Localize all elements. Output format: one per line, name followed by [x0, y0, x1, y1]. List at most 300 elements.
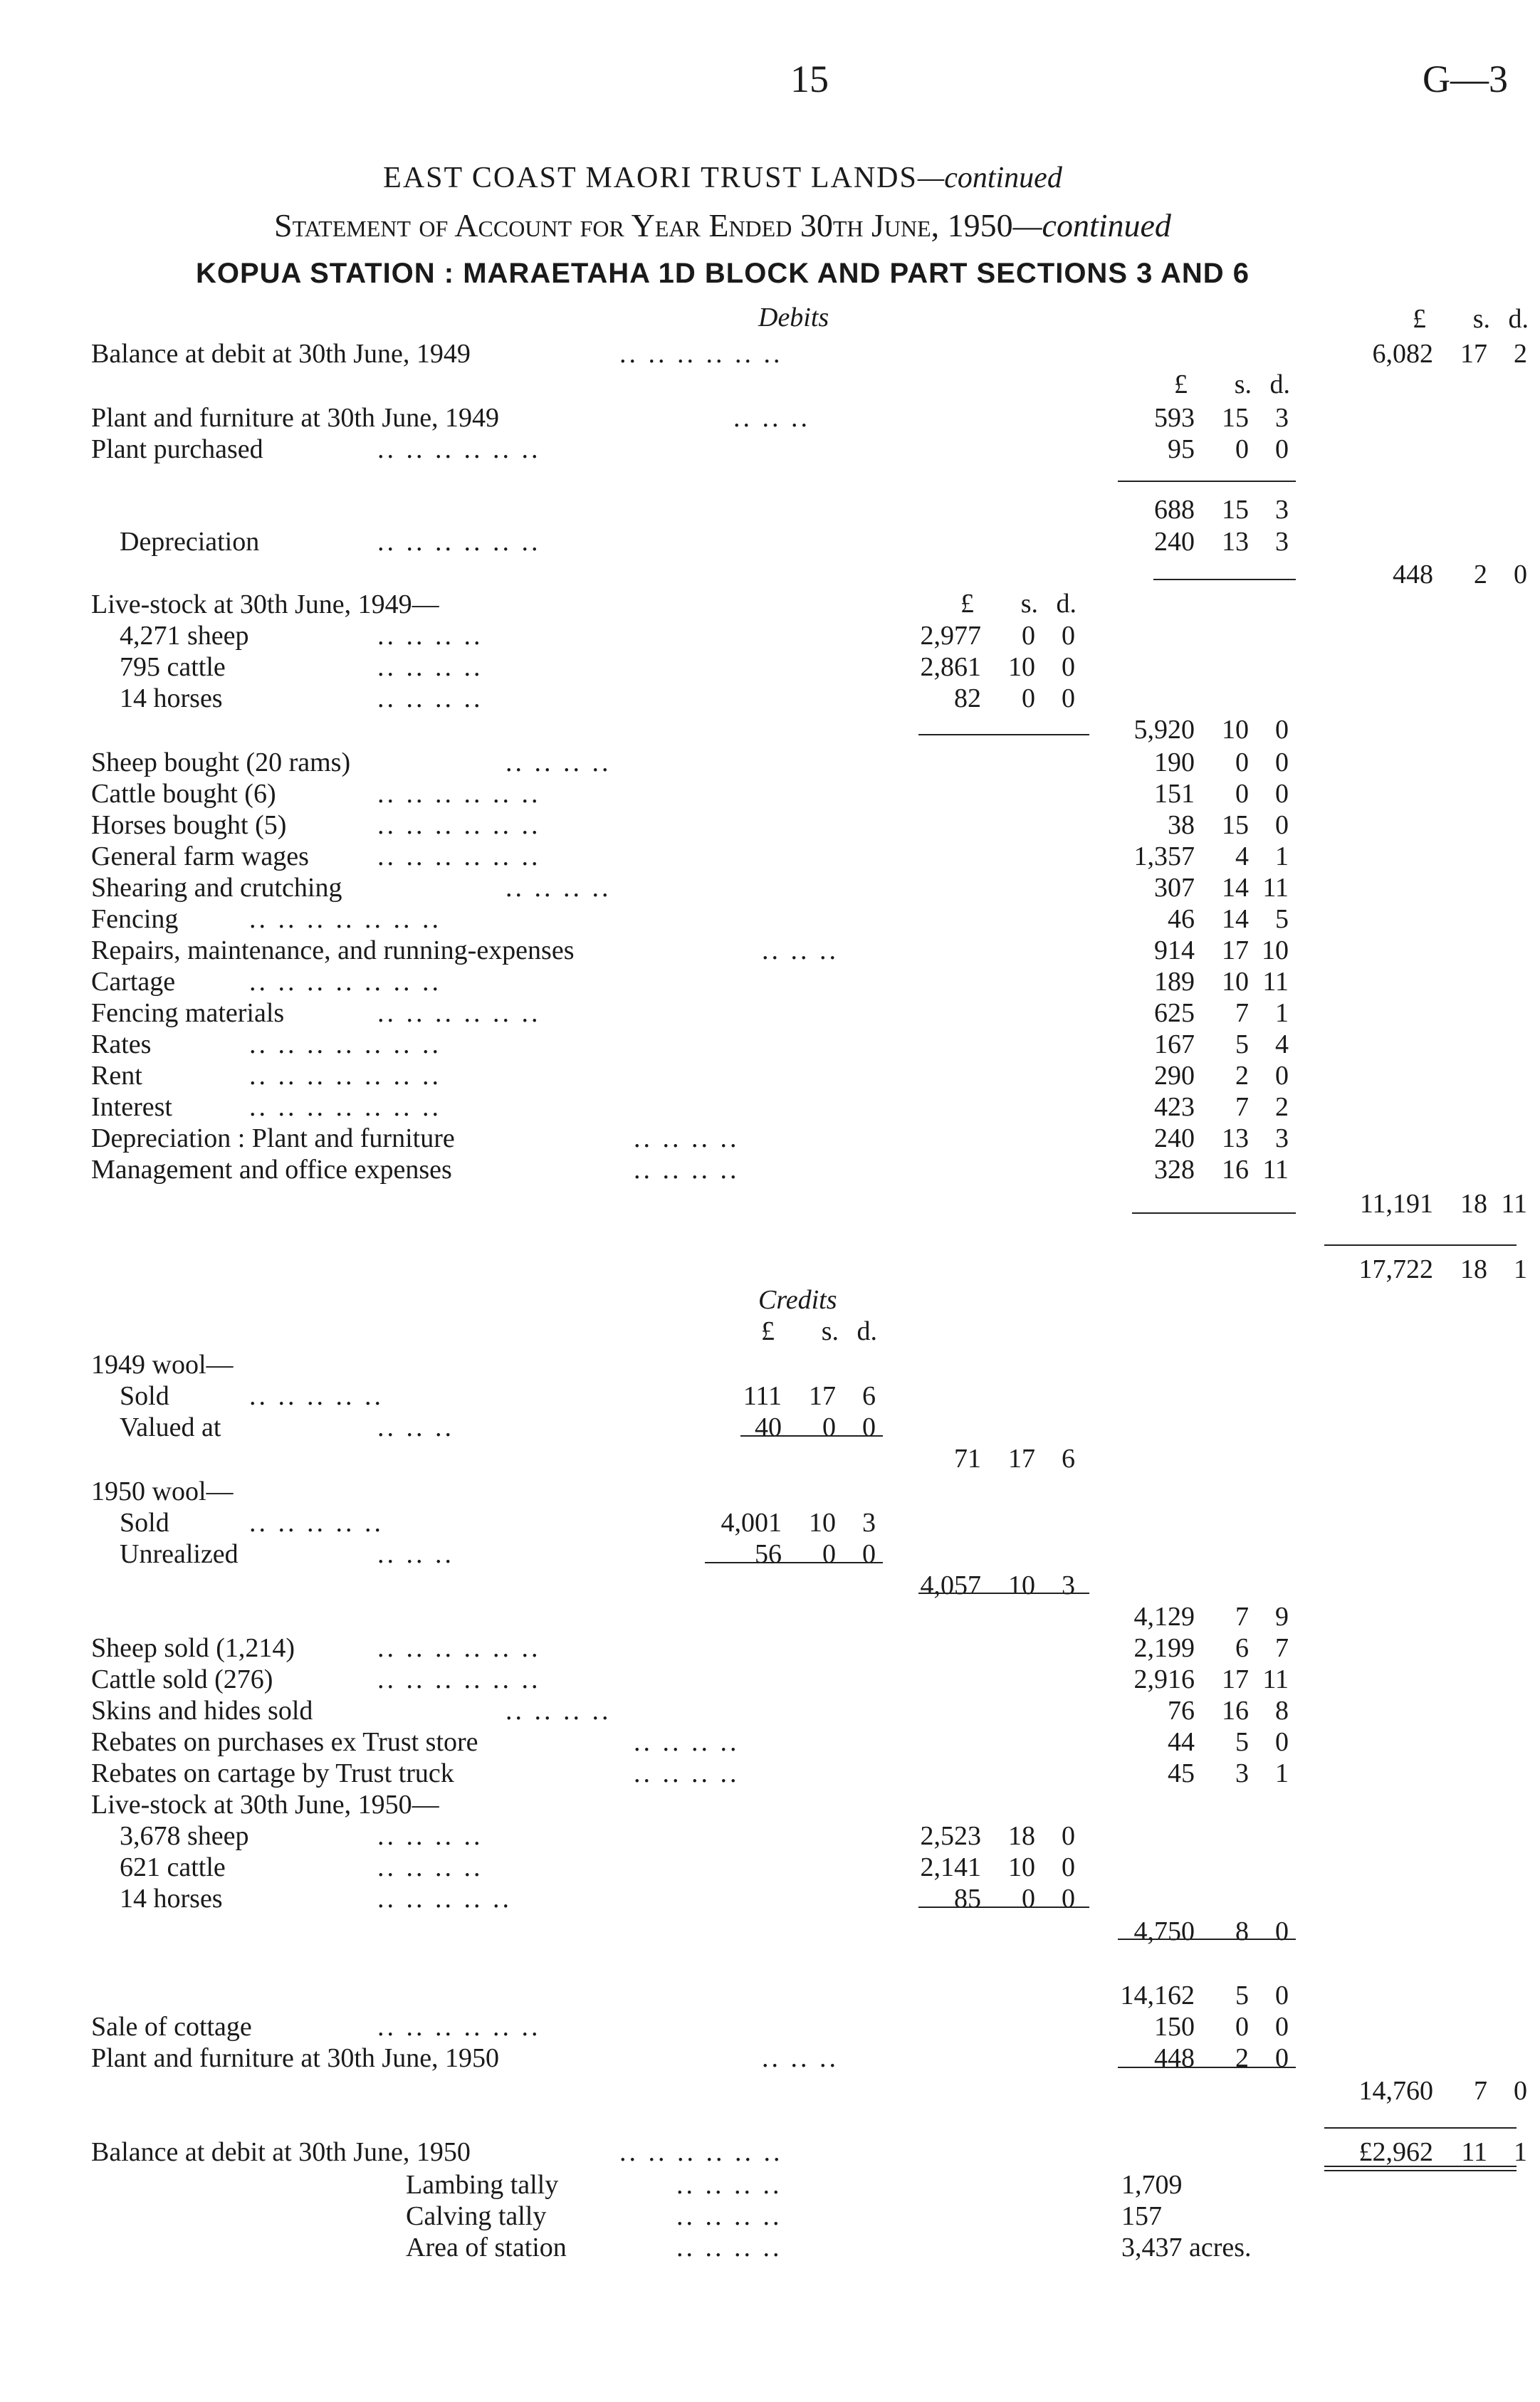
amount	[1118, 1726, 1294, 1758]
debit-row	[0, 840, 1540, 873]
leader-dots: .. .. .. ..	[676, 2170, 782, 2200]
debit-row	[0, 1059, 1540, 1092]
leader-dots: .. .. .. ..	[377, 621, 483, 651]
amount-shillings: 0	[1235, 2012, 1249, 2042]
amount-pence: 0	[1062, 1852, 1075, 1882]
credits-heading: Credits	[758, 1285, 837, 1315]
row-label: Plant and furniture at 30th June, 1950	[91, 2043, 500, 2073]
amount	[904, 682, 1081, 715]
amount-pence: 0	[1062, 683, 1075, 713]
amount-pence: 8	[1275, 1696, 1289, 1726]
row-label: Fencing materials	[91, 998, 285, 1028]
total-rule	[1153, 579, 1296, 580]
amount-pounds: 2,141	[920, 1852, 981, 1882]
amount-shillings: 13	[1222, 527, 1249, 557]
row-label: Cattle sold (276)	[91, 1664, 273, 1694]
credit-row	[0, 1726, 1540, 1758]
amount	[1118, 1091, 1294, 1123]
row-label: Unrealized	[120, 1539, 239, 1569]
leader-dots: .. .. .. .. .. ..	[377, 779, 541, 809]
statement-title-suffix: —continued	[1012, 207, 1171, 243]
total-rule	[1132, 1212, 1296, 1214]
amount	[904, 1851, 1081, 1884]
column-header	[1356, 303, 1533, 336]
amount-pounds: 448	[1154, 2043, 1195, 2073]
row-label: Rebates on cartage by Trust truck	[91, 1758, 454, 1788]
debit-row	[0, 1253, 1540, 1286]
document-title	[0, 161, 1445, 195]
debit-row	[0, 965, 1540, 998]
amount-pounds: 151	[1154, 779, 1195, 809]
amount	[1118, 1153, 1294, 1186]
leader-dots: .. .. .. .. .. ..	[377, 434, 541, 464]
credit-row	[0, 1632, 1540, 1664]
amount-pence: 0	[1275, 2012, 1289, 2042]
row-label: Plant purchased	[91, 434, 263, 464]
credit-row	[0, 2136, 1540, 2168]
debit-row	[0, 1122, 1540, 1155]
amount-shillings: 0	[822, 1412, 836, 1442]
column-header-pounds: £	[1174, 369, 1188, 399]
amount-shillings: 14	[1222, 904, 1249, 934]
amount	[1118, 809, 1294, 841]
amount-pence: 3	[862, 1508, 876, 1538]
amount-shillings: 0	[1235, 434, 1249, 464]
amount-shillings: 10	[1222, 967, 1249, 997]
credit-row	[0, 1663, 1540, 1696]
amount	[1118, 777, 1294, 810]
amount-shillings: 0	[1022, 683, 1035, 713]
leader-dots: .. .. .. ..	[634, 1155, 740, 1185]
tally-row	[0, 2231, 1540, 2264]
credit-row	[0, 1348, 1540, 1381]
debit-row	[0, 871, 1540, 904]
row-label: Sold	[120, 1381, 169, 1411]
amount-pounds: 4,057	[920, 1570, 981, 1600]
leader-dots: .. .. .. ..	[676, 2201, 782, 2231]
amount-pounds: 6,082	[1372, 339, 1433, 369]
amount-shillings: 0	[1235, 748, 1249, 777]
tally-row	[0, 2168, 1540, 2201]
amount-pence: 11	[1262, 967, 1289, 997]
amount-shillings: 3	[1235, 1758, 1249, 1788]
amount-shillings: 5	[1235, 1981, 1249, 2010]
credit-row	[0, 1600, 1540, 1633]
leader-dots: .. .. .. .. .. .. ..	[249, 1061, 441, 1091]
page-reference: G—3	[1423, 58, 1508, 100]
credit-row	[0, 2042, 1540, 2075]
amount-pounds: 914	[1154, 935, 1195, 965]
amount-pounds: 2,977	[920, 621, 981, 651]
amount-pence: 0	[1514, 2076, 1527, 2106]
total-rule	[1324, 2127, 1517, 2129]
debit-row	[0, 558, 1540, 591]
debit-row	[0, 588, 1540, 621]
amount-pence: 0	[862, 1412, 876, 1442]
leader-dots: .. .. .. .. ..	[249, 1508, 384, 1538]
station-title: KOPUA STATION : MARAETAHA 1D BLOCK AND PART SECTIONS 3 AND 6	[195, 258, 1250, 289]
amount-pounds: 95	[1168, 434, 1195, 464]
row-label: Skins and hides sold	[91, 1696, 313, 1726]
amount-shillings: 14	[1222, 873, 1249, 903]
amount-shillings: 0	[822, 1539, 836, 1569]
leader-dots: .. .. ..	[762, 2043, 839, 2073]
debit-row	[0, 997, 1540, 1029]
amount-shillings: 10	[1008, 1570, 1035, 1600]
amount	[1118, 965, 1294, 998]
row-label: 1949 wool—	[91, 1350, 234, 1380]
amount-shillings: 17	[1008, 1444, 1035, 1474]
amount-shillings: 0	[1022, 1884, 1035, 1914]
debit-row	[0, 402, 1540, 434]
column-header-shillings: s.	[1472, 304, 1490, 334]
credit-row	[0, 1475, 1540, 1508]
amount	[1118, 1600, 1294, 1633]
amount-pence: 0	[1062, 1884, 1075, 1914]
amount-shillings: 10	[1008, 652, 1035, 682]
total-rule	[1118, 481, 1296, 482]
statement-title-text: Statement of Account for Year Ended 30th June, 1950	[274, 207, 1013, 243]
amount-pounds: 71	[954, 1444, 981, 1474]
debit-row	[0, 433, 1540, 466]
amount-shillings: 10	[1008, 1852, 1035, 1882]
amount	[1356, 2075, 1533, 2107]
amount-shillings: 11	[1461, 2137, 1487, 2167]
debit-row	[0, 1091, 1540, 1123]
tally-value: 3,437 acres.	[1121, 2233, 1252, 2262]
amount-pence: 0	[1275, 2043, 1289, 2073]
amount-pounds: 190	[1154, 748, 1195, 777]
leader-dots: .. .. ..	[377, 1539, 454, 1569]
amount-pounds: 14,162	[1120, 1981, 1195, 2010]
row-label: Sheep bought (20 rams)	[91, 748, 351, 777]
leader-dots: .. .. .. .. .. .. ..	[249, 1092, 441, 1122]
amount-pence: 0	[1275, 748, 1289, 777]
amount	[1118, 1757, 1294, 1790]
tally-label: Calving tally	[406, 2201, 547, 2231]
amount-pounds: 625	[1154, 998, 1195, 1028]
debits-heading: Debits	[758, 303, 829, 332]
amount-pounds: 2,199	[1133, 1633, 1195, 1663]
amount-shillings: 5	[1235, 1029, 1249, 1059]
amount-pence: 1	[1275, 841, 1289, 871]
amount-shillings: 16	[1222, 1696, 1249, 1726]
debit-row	[0, 777, 1540, 810]
credit-row	[0, 1882, 1540, 1915]
leader-dots: .. .. .. ..	[634, 1758, 740, 1788]
amount-pence: 5	[1275, 904, 1289, 934]
amount	[705, 1506, 881, 1539]
amount-pounds: 40	[755, 1412, 782, 1442]
amount	[1118, 1694, 1294, 1727]
amount-pounds: 240	[1154, 527, 1195, 557]
amount-pence: 2	[1275, 1092, 1289, 1122]
amount-pounds: 5,920	[1133, 715, 1195, 745]
leader-dots: .. .. .. ..	[676, 2233, 782, 2262]
amount-pence: 6	[862, 1381, 876, 1411]
leader-dots: .. .. .. ..	[506, 1696, 612, 1726]
amount-pounds: 82	[954, 683, 981, 713]
row-label: Cartage	[91, 967, 176, 997]
debit-row	[0, 809, 1540, 841]
total-rule	[740, 1435, 883, 1437]
credit-row	[0, 1851, 1540, 1884]
amount-shillings: 7	[1235, 1092, 1249, 1122]
amount	[1118, 1122, 1294, 1155]
amount-pounds: 44	[1168, 1727, 1195, 1757]
leader-dots: .. .. .. ..	[377, 1852, 483, 1882]
amount-pence: 1	[1514, 2137, 1527, 2167]
amount	[904, 1569, 1081, 1602]
credit-row	[0, 1569, 1540, 1602]
amount-shillings: 17	[1460, 339, 1487, 369]
amount-pence: 9	[1275, 1602, 1289, 1632]
amount-pence: 0	[1062, 621, 1075, 651]
credit-row	[0, 1380, 1540, 1412]
amount-pounds: 593	[1154, 403, 1195, 433]
row-label: Interest	[91, 1092, 172, 1122]
debit-row	[0, 746, 1540, 779]
amount	[1118, 2010, 1294, 2043]
credit-row	[0, 1915, 1540, 1948]
amount-pounds: 423	[1154, 1092, 1195, 1122]
amount-pence: 0	[1275, 779, 1289, 809]
debit-row	[0, 619, 1540, 652]
credit-row	[0, 1757, 1540, 1790]
debit-row	[0, 682, 1540, 715]
amount-shillings: 7	[1235, 998, 1249, 1028]
debit-row	[0, 713, 1540, 746]
row-label: Shearing and crutching	[91, 873, 342, 903]
amount	[904, 619, 1081, 652]
row-label: Live-stock at 30th June, 1950—	[91, 1790, 439, 1820]
credit-row	[0, 2010, 1540, 2043]
debit-row	[0, 1187, 1540, 1220]
debit-row	[0, 337, 1540, 370]
leader-dots: .. .. .. .. ..	[249, 1381, 384, 1411]
leader-dots: .. .. .. .. .. ..	[619, 339, 783, 369]
column-header-pounds: £	[1413, 304, 1426, 334]
column-header-pence: d.	[1056, 589, 1077, 619]
amount-pounds: 448	[1393, 560, 1433, 589]
amount-shillings: 13	[1222, 1123, 1249, 1153]
column-header-pence: d.	[857, 1316, 877, 1346]
amount-pounds: 328	[1154, 1155, 1195, 1185]
amount-shillings: 4	[1235, 841, 1249, 871]
amount-pounds: 4,129	[1133, 1602, 1195, 1632]
row-label: 14 horses	[120, 683, 223, 713]
debit-row	[0, 493, 1540, 526]
row-label: 621 cattle	[120, 1852, 226, 1882]
amount-pounds: 4,001	[721, 1508, 782, 1538]
total-rule	[1324, 1244, 1517, 1246]
amount-pence: 11	[1501, 1189, 1527, 1219]
amount-shillings: 8	[1235, 1916, 1249, 1946]
amount	[1118, 903, 1294, 935]
page-number: 15	[790, 58, 829, 100]
amount-pence: 0	[1275, 715, 1289, 745]
column-header-pence: d.	[1269, 369, 1290, 399]
amount-pounds: 14,760	[1358, 2076, 1433, 2106]
column-header-pence: d.	[1508, 304, 1529, 334]
tally-row	[0, 2200, 1540, 2233]
amount-pence: 3	[1275, 403, 1289, 433]
amount	[1356, 558, 1533, 591]
amount-pence: 0	[1275, 1916, 1289, 1946]
row-label: 14 horses	[120, 1884, 223, 1914]
amount	[1118, 997, 1294, 1029]
amount-pence: 0	[862, 1539, 876, 1569]
amount-pence: 1	[1514, 1254, 1527, 1284]
amount	[1118, 1028, 1294, 1061]
amount	[1118, 746, 1294, 779]
total-rule	[1118, 2067, 1296, 2068]
row-label: Balance at debit at 30th June, 1950	[91, 2137, 471, 2167]
amount-shillings: 17	[1222, 1664, 1249, 1694]
row-label: Cattle bought (6)	[91, 779, 276, 809]
total-rule	[705, 1562, 883, 1563]
amount-pence: 10	[1262, 935, 1289, 965]
amount-pounds: 2,916	[1133, 1664, 1195, 1694]
amount	[1118, 402, 1294, 434]
row-label: Fencing	[91, 904, 179, 934]
amount-shillings: 2	[1235, 2043, 1249, 2073]
amount-pence: 11	[1262, 1155, 1289, 1185]
amount-pence: 0	[1275, 1061, 1289, 1091]
amount	[705, 1538, 881, 1570]
credit-row	[0, 1442, 1540, 1475]
amount-pence: 0	[1514, 560, 1527, 589]
row-label: Balance at debit at 30th June, 1949	[91, 339, 471, 369]
amount-pounds: 85	[954, 1884, 981, 1914]
amount-pounds: 56	[755, 1539, 782, 1569]
amount-shillings: 10	[809, 1508, 836, 1538]
row-label: Rates	[91, 1029, 152, 1059]
amount-shillings: 5	[1235, 1727, 1249, 1757]
row-label: Rebates on purchases ex Trust store	[91, 1727, 478, 1757]
amount-pence: 4	[1275, 1029, 1289, 1059]
credit-row	[0, 1538, 1540, 1570]
amount-pence: 3	[1275, 1123, 1289, 1153]
amount-pence: 3	[1275, 495, 1289, 525]
debit-row	[0, 903, 1540, 935]
amount	[705, 1380, 881, 1412]
debit-row	[0, 1153, 1540, 1186]
tally-value: 157	[1121, 2201, 1162, 2231]
total-rule	[918, 1593, 1089, 1594]
amount-shillings: 16	[1222, 1155, 1249, 1185]
amount	[904, 1882, 1081, 1915]
amount	[1118, 871, 1294, 904]
row-label: 4,271 sheep	[120, 621, 249, 651]
leader-dots: .. .. .. ..	[377, 1821, 483, 1851]
amount-pence: 1	[1275, 1758, 1289, 1788]
amount-pounds: 240	[1154, 1123, 1195, 1153]
amount	[1118, 934, 1294, 967]
leader-dots: .. .. ..	[733, 403, 810, 433]
amount-shillings: 15	[1222, 495, 1249, 525]
leader-dots: .. .. ..	[762, 935, 839, 965]
leader-dots: .. .. .. ..	[506, 873, 612, 903]
amount-pounds: 1,357	[1133, 841, 1195, 871]
amount	[1118, 840, 1294, 873]
debit-row	[0, 651, 1540, 683]
amount-shillings: 17	[1222, 935, 1249, 965]
amount	[1118, 1632, 1294, 1664]
amount-pounds: 46	[1168, 904, 1195, 934]
row-label: Valued at	[120, 1412, 221, 1442]
leader-dots: .. .. .. ..	[377, 652, 483, 682]
amount-pounds: 167	[1154, 1029, 1195, 1059]
amount-pounds: 150	[1154, 2012, 1195, 2042]
amount-shillings: 15	[1222, 810, 1249, 840]
tally-label: Lambing tally	[406, 2170, 559, 2200]
amount	[1118, 525, 1294, 558]
amount-pounds: 688	[1154, 495, 1195, 525]
amount-pence: 0	[1062, 1821, 1075, 1851]
row-label: 3,678 sheep	[120, 1821, 249, 1851]
row-label: 795 cattle	[120, 652, 226, 682]
amount-pence: 11	[1262, 873, 1289, 903]
row-label: General farm wages	[91, 841, 309, 871]
row-label: 1950 wool—	[91, 1477, 234, 1506]
total-rule	[1118, 1939, 1296, 1940]
total-rule	[918, 1907, 1089, 1908]
row-label: Rent	[91, 1061, 142, 1091]
leader-dots: .. .. .. .. .. .. ..	[249, 967, 441, 997]
debit-row	[0, 1028, 1540, 1061]
statement-title	[0, 206, 1445, 244]
amount-pounds: 2,523	[920, 1821, 981, 1851]
leader-dots: .. .. .. .. .. .. ..	[249, 1029, 441, 1059]
leader-dots: .. .. .. .. .. ..	[377, 841, 541, 871]
row-label: Sale of cottage	[91, 2012, 252, 2042]
amount-shillings: 18	[1008, 1821, 1035, 1851]
amount-pence: 0	[1062, 652, 1075, 682]
amount	[1356, 337, 1533, 370]
amount-shillings: 2	[1474, 560, 1487, 589]
leader-dots: .. .. .. .. .. ..	[619, 2137, 783, 2167]
amount	[904, 1820, 1081, 1852]
leader-dots: .. .. .. .. .. ..	[377, 2012, 541, 2042]
row-label: Horses bought (5)	[91, 810, 287, 840]
leader-dots: .. .. .. ..	[634, 1123, 740, 1153]
column-header-shillings: s.	[1234, 369, 1252, 399]
amount-pence: 3	[1275, 527, 1289, 557]
leader-dots: .. .. .. ..	[506, 748, 612, 777]
amount-shillings: 2	[1235, 1061, 1249, 1091]
leader-dots: .. .. .. .. .. ..	[377, 1633, 541, 1663]
credit-row	[0, 2075, 1540, 2107]
leader-dots: .. .. .. .. ..	[377, 1884, 512, 1914]
amount-pence: 0	[1275, 810, 1289, 840]
amount-pounds: 189	[1154, 967, 1195, 997]
amount-pounds: 76	[1168, 1696, 1195, 1726]
column-header	[1118, 369, 1294, 402]
leader-dots: .. .. .. .. .. ..	[377, 527, 541, 557]
amount-pounds: 307	[1154, 873, 1195, 903]
column-header	[705, 1316, 881, 1348]
amount-pounds: 38	[1168, 810, 1195, 840]
leader-dots: .. .. .. .. .. ..	[377, 998, 541, 1028]
amount-shillings: 18	[1460, 1189, 1487, 1219]
credit-row	[0, 1411, 1540, 1444]
leader-dots: .. .. ..	[377, 1412, 454, 1442]
leader-dots: .. .. .. ..	[377, 683, 483, 713]
column-header-pounds: £	[960, 589, 974, 619]
row-label: Management and office expenses	[91, 1155, 452, 1185]
row-label: Depreciation : Plant and furniture	[91, 1123, 455, 1153]
